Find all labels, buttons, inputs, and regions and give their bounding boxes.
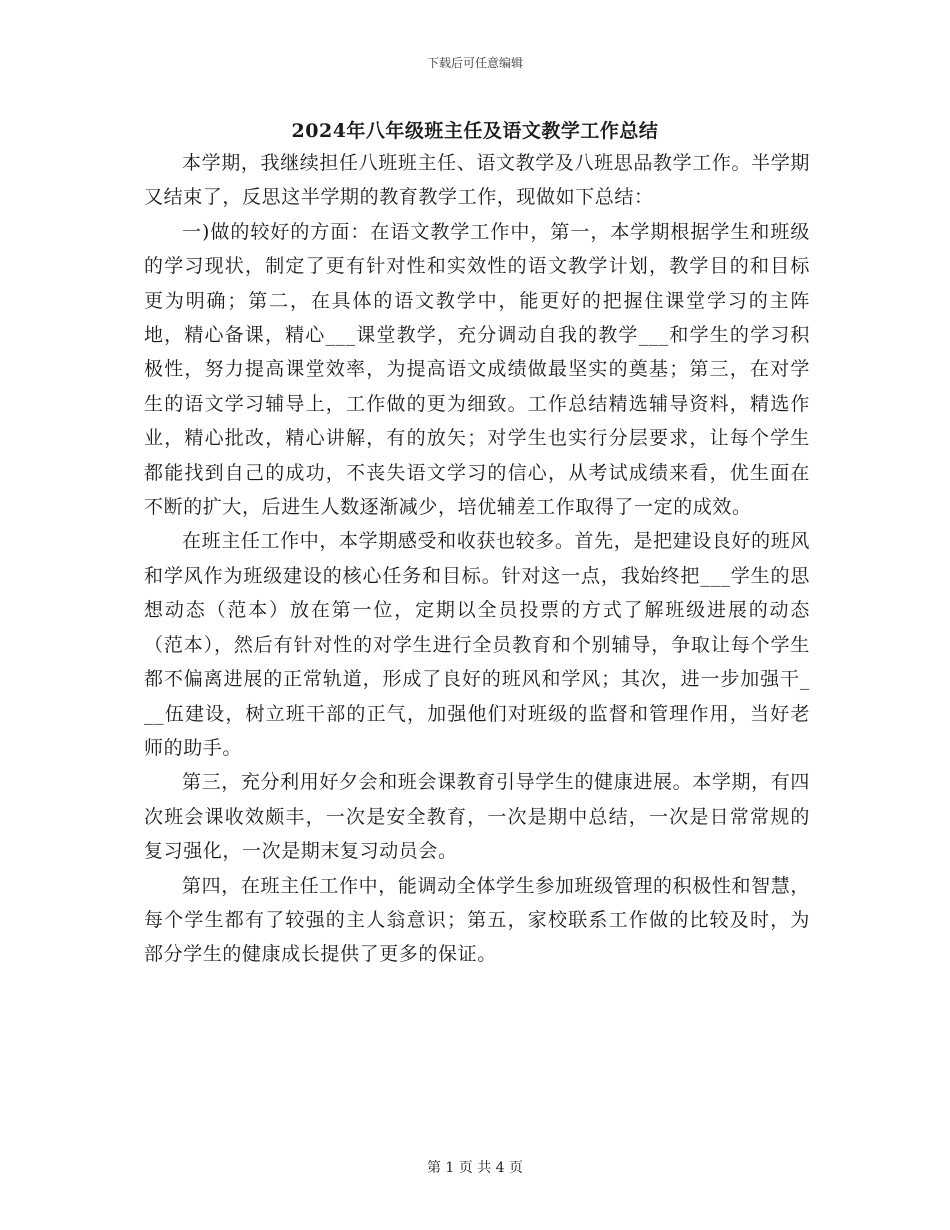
paragraph: 一)做的较好的方面：在语文教学工作中，第一，本学期根据学生和班级的学习现状，制定了更有针对性和实效性的语文教学计划，教学目的和目标更为明确；第二，在具体的语文教学中，能更好的把握住课堂学习的主阵地，精心备课，精心___课堂教学，充分调动自我的教学___和学生的学习积极性，努力提高课堂效率，为提高语文成绩做最坚实的奠基；第三，在对学生的语文学习辅导上，工作做的更为细致。工作总结精选辅导资料，精选作业，精心批改，精心讲解，有的放矢；对学生也实行分层要求，让每个学生都能找到自己的成功，不丧失语文学习的信心，从考试成绩来看，优生面在不断的扩大，后进生人数逐渐减少，培优辅差工作取得了一定的成效。 (144, 220, 810, 519)
document-title: 2024年八年级班主任及语文教学工作总结 (291, 120, 659, 142)
paragraph: 第四，在班主任工作中，能调动全体学生参加班级管理的积极性和智慧，每个学生都有了较强的主人翁意识；第五，家校联系工作做的比较及时，为部分学生的健康成长提供了更多的保证。 (144, 874, 810, 966)
paragraph: 本学期，我继续担任八班班主任、语文教学及八班思品教学工作。半学期又结束了，反思这半学期的教育教学工作，现做如下总结： (144, 152, 810, 209)
page-number-footer: 第 1 页 共 4 页 (426, 1160, 524, 1176)
paragraph: 第三，充分利用好夕会和班会课教育引导学生的健康进展。本学期，有四次班会课收效颇丰，一次是安全教育，一次是期中总结，一次是日常常规的复习强化，一次是期末复习动员会。 (144, 771, 810, 863)
document-body (144, 146, 810, 972)
paragraph: 在班主任工作中，本学期感受和收获也较多。首先，是把建设良好的班风和学风作为班级建设的核心任务和目标。针对这一点，我始终把___学生的思想动态（范本）放在第一位，定期以全员投票的方式了解班级进展的动态（范本），然后有针对性的对学生进行全员教育和个别辅导，争取让每个学生都不偏离进展的正常轨道，形成了良好的班风和学风；其次，进一步加强干___伍建设，树立班干部的正气，加强他们对班级的监督和管理作用，当好老师的助手。 (144, 530, 810, 759)
header-note: 下载后可任意编辑 (426, 56, 523, 70)
